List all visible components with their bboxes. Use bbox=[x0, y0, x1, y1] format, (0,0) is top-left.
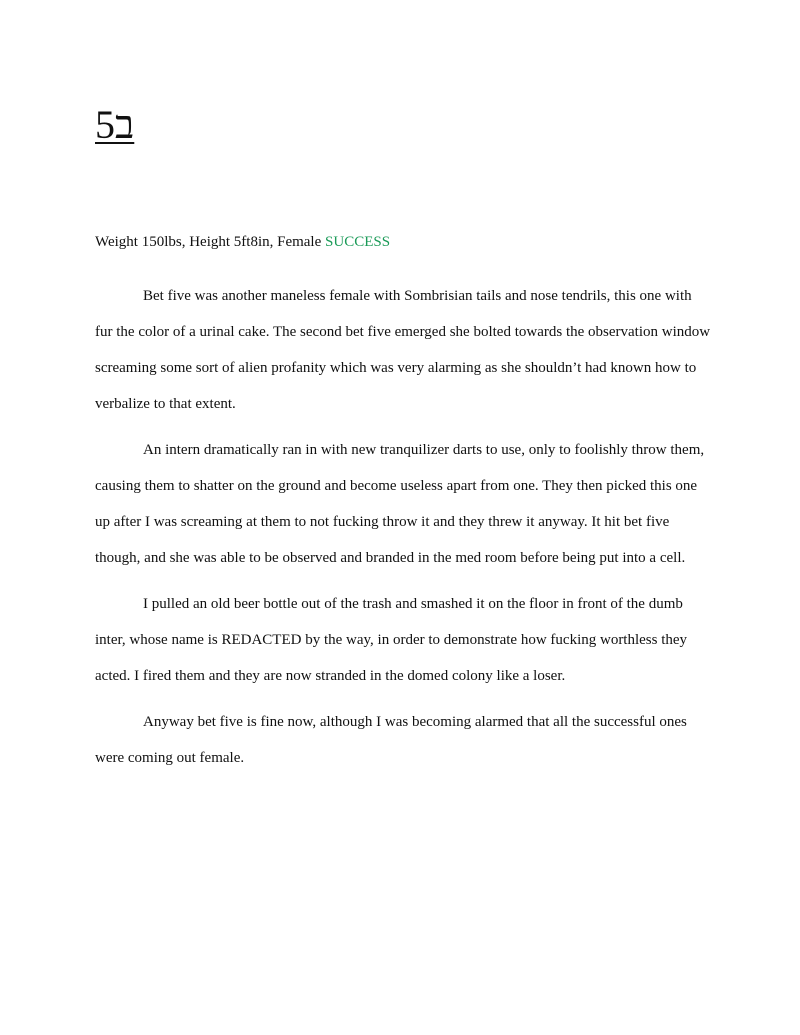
subject-stats: Weight 150lbs, Height 5ft8in, Female bbox=[95, 234, 322, 250]
paragraph-3: I pulled an old beer bottle out of the trash and smashed it on the floor in front of the dumb inter, whose name is REDACTED by the way, in order to demonstrate how fucking worthless they acted. I fired them and they are now stranded in the domed colony like a loser. bbox=[95, 596, 688, 684]
paragraph-2: An intern dramatically ran in with new tranquilizer darts to use, only to foolishly throw them, causing them to shatter on the ground and become useless apart from one. They then picked this one up after I was screaming at them to not fucking throw it and they threw it anyway. It hit bet five though, and she was able to be observed and branded in the med room before being put into a cell. bbox=[95, 442, 705, 566]
subject-stats-line bbox=[95, 232, 390, 252]
page-heading: ב5 bbox=[95, 102, 135, 147]
paragraph-4: Anyway bet five is fine now, although I was becoming alarmed that all the successful ones were coming out female. bbox=[95, 714, 687, 766]
paragraph-1: Bet five was another maneless female with Sombrisian tails and nose tendrils, this one with fur the color of a urinal cake. The second bet five emerged she bolted towards the observation window screaming some sort of alien profanity which was very alarming as she shouldn’t had known how to verbalize to that extent. bbox=[95, 288, 711, 412]
body-text bbox=[95, 278, 711, 786]
status-label: SUCCESS bbox=[325, 234, 391, 250]
